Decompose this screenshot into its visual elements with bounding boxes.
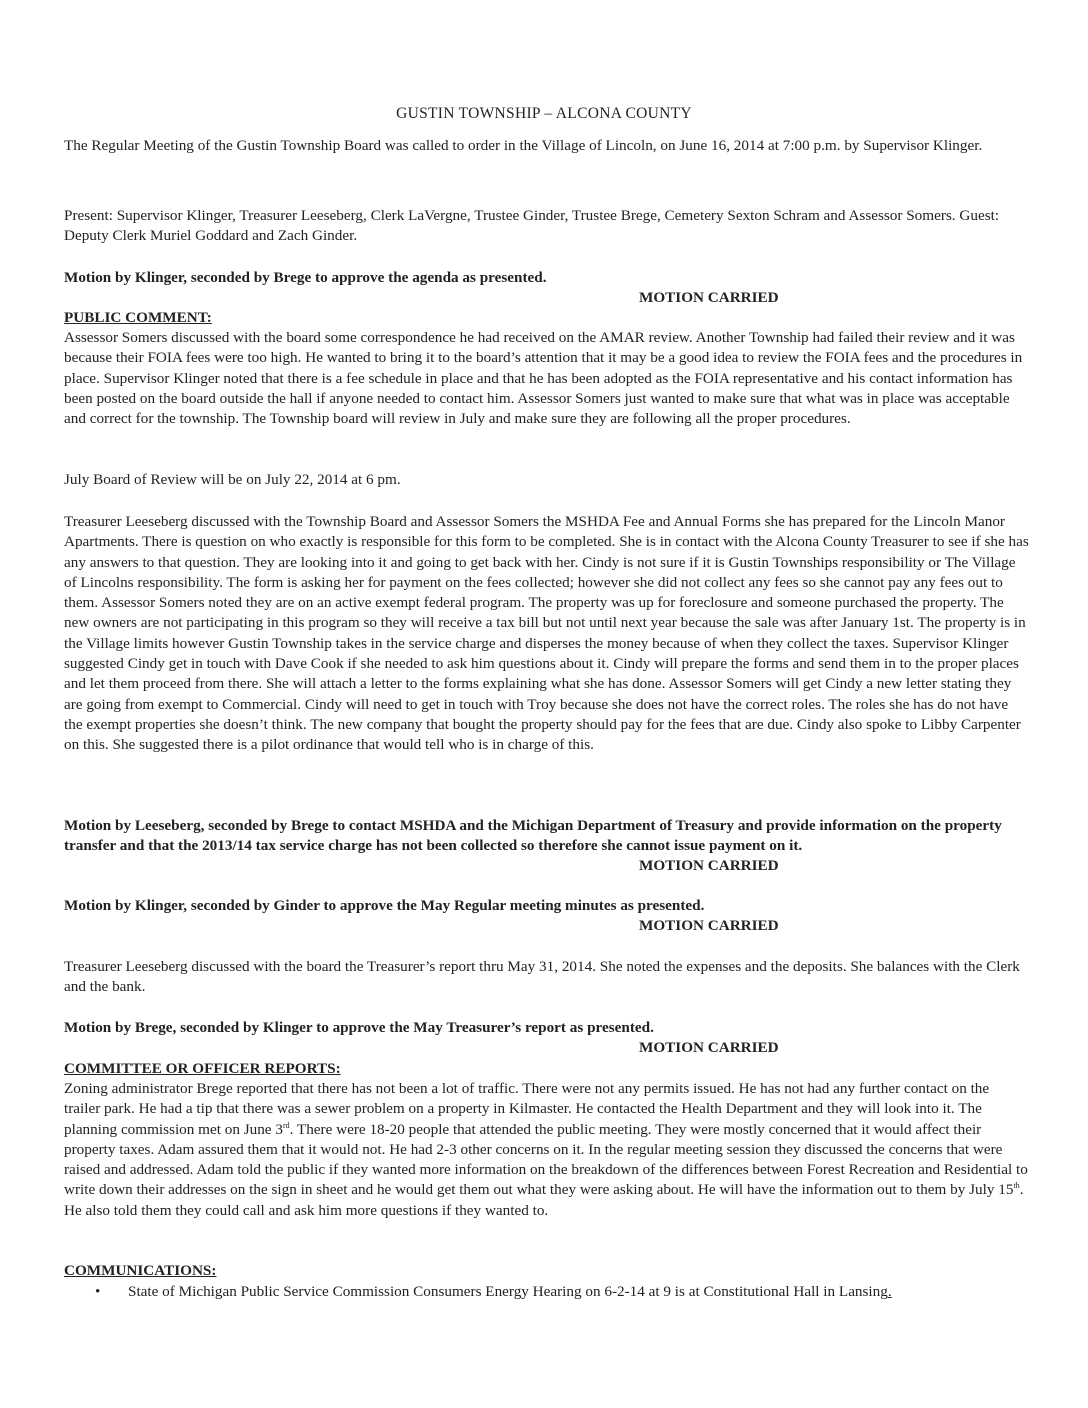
communications-list <box>64 1282 1029 1302</box>
motion-carried-agenda: MOTION CARRIED <box>639 289 779 306</box>
intro-paragraph: The Regular Meeting of the Gustin Township Board was called to order in the Village of Lincoln, on June 16, 2014 at 7:00 p.m. by Supervisor Klinger. <box>64 137 983 154</box>
communication-text: State of Michigan Public Service Commission Consumers Energy Hearing on 6-2-14 at 9 is at Constitutional Hall in Lansing <box>128 1283 888 1300</box>
committee-paragraph <box>64 1079 1029 1221</box>
motion-agenda: Motion by Klinger, seconded by Brege to approve the agenda as presented. <box>64 269 547 286</box>
list-item <box>64 1282 1029 1302</box>
present-paragraph: Present: Supervisor Klinger, Treasurer Leeseberg, Clerk LaVergne, Trustee Ginder, Trustee Brege, Cemetery Sexton Schram and Assessor Somers. Guest: Deputy Clerk Muriel Goddard and Zach Ginder. <box>64 207 1000 245</box>
motion-treasurer-report: Motion by Brege, seconded by Klinger to approve the May Treasurer’s report as presented. <box>64 1019 654 1036</box>
motion-minutes: Motion by Klinger, seconded by Ginder to approve the May Regular meeting minutes as presented. <box>64 897 705 914</box>
public-comment-paragraph: Assessor Somers discussed with the board some correspondence he had received on the AMAR review. Another Township had failed their review and it was because their FOIA fees were too high. He wanted to bring it to the board’s attention that it may be a good idea to review the FOIA fees and the procedures in place. Supervisor Klinger noted that there is a fee schedule in place and that he has been adopted as the FOIA representative and his contact information has been posted on the board outside the hall if anyone needed to contact him. Assessor Somers just wanted to make sure that what was in place was acceptable and correct for the township. The Township board will review in July and make sure they are following all the proper procedures. <box>64 329 1023 428</box>
committee-ordinal-2: th <box>1013 1181 1020 1191</box>
communication-text-end: . <box>887 1283 892 1300</box>
treasurer-report-paragraph: Treasurer Leeseberg discussed with the board the Treasurer’s report thru May 31, 2014. She noted the expenses and the deposits. She balances with the Clerk and the bank. <box>64 958 1020 996</box>
motion-mshda: Motion by Leeseberg, seconded by Brege to contact MSHDA and the Michigan Department of Treasury and provide information on the property transfer and that the 2013/14 tax service charge has not been collected so therefore she cannot issue payment on it. <box>64 817 1002 855</box>
motion-carried-mshda: MOTION CARRIED <box>639 857 779 874</box>
public-comment-heading: PUBLIC COMMENT: <box>64 309 212 326</box>
committee-heading: COMMITTEE OR OFFICER REPORTS: <box>64 1060 341 1077</box>
committee-text-3: . He also told them they could call and ask him more questions if they wanted to. <box>64 1181 1024 1219</box>
bullet-icon: • <box>95 1283 101 1300</box>
committee-text-1: Zoning administrator Brege reported that there has not been a lot of traffic. There were not any permits issued. He has not had any further contact on the trailer park. He had a tip that there was a sewer problem on a property in Kilmaster. He contacted the Health Department and they will look into it. The planning commission met on June 3 <box>64 1080 990 1138</box>
document-title: GUSTIN TOWNSHIP – ALCONA COUNTY <box>396 105 692 122</box>
board-of-review-paragraph: July Board of Review will be on July 22, 2014 at 6 pm. <box>64 471 401 488</box>
motion-carried-treasurer-report: MOTION CARRIED <box>639 1039 779 1056</box>
treasurer-mshda-paragraph: Treasurer Leeseberg discussed with the Township Board and Assessor Somers the MSHDA Fee and Annual Forms she has prepared for the Lincoln Manor Apartments. There is question on who exactly is responsible for this form to be completed. She is in contact with the Alcona County Treasurer to see if she has any answers to that question. They are looking into it and going to get back with her. Cindy is not sure if it is Gustin Townships responsibility or The Village of Lincolns responsibility. The form is asking her for payment on the fees collected; however she did not collect any fees so she cannot pay any fees out to them. Assessor Somers noted they are on an active exempt federal program. The property was up for foreclosure and someone purchased the property. The new owners are not participating in this program so they will receive a tax bill but not until next year because the sale was after January 1st. The property is in the Village limits however Gustin Township takes in the service charge and disperses the money because of when they collect the taxes. Supervisor Klinger suggested Cindy get in touch with Dave Cook if she needed to ask him questions about it. Cindy will prepare the forms and send them in to the proper places and let them proceed from there. She will attach a letter to the forms explaining what she has done. Assessor Somers will get Cindy a new letter stating they are going from exempt to Commercial. Cindy will need to get in touch with Troy because she does not have the correct roles. The roles she has do not have the exempt properties she doesn’t think. The new company that bought the property should pay for the fees that are due. Cindy also spoke to Libby Carpenter on this. She suggested there is a pilot ordinance that would tell who is in charge of this. <box>64 513 1029 754</box>
communications-heading: COMMUNICATIONS: <box>64 1262 217 1279</box>
motion-carried-minutes: MOTION CARRIED <box>639 917 779 934</box>
committee-text-2: . There were 18-20 people that attended the public meeting. They were mostly concerned that it would affect their property taxes. Adam assured them that it would not. He had 2-3 other concerns on it. In the regular meeting session they discussed the concerns that were raised and addressed. Adam told the public if they wanted more information on the breakdown of the differences between Forest Recreation and Residential to write down their addresses on the sign in sheet and he would get them out what they were asking about. He will have the information out to them by July 15 <box>64 1120 1028 1199</box>
committee-ordinal-1: rd <box>282 1120 290 1130</box>
